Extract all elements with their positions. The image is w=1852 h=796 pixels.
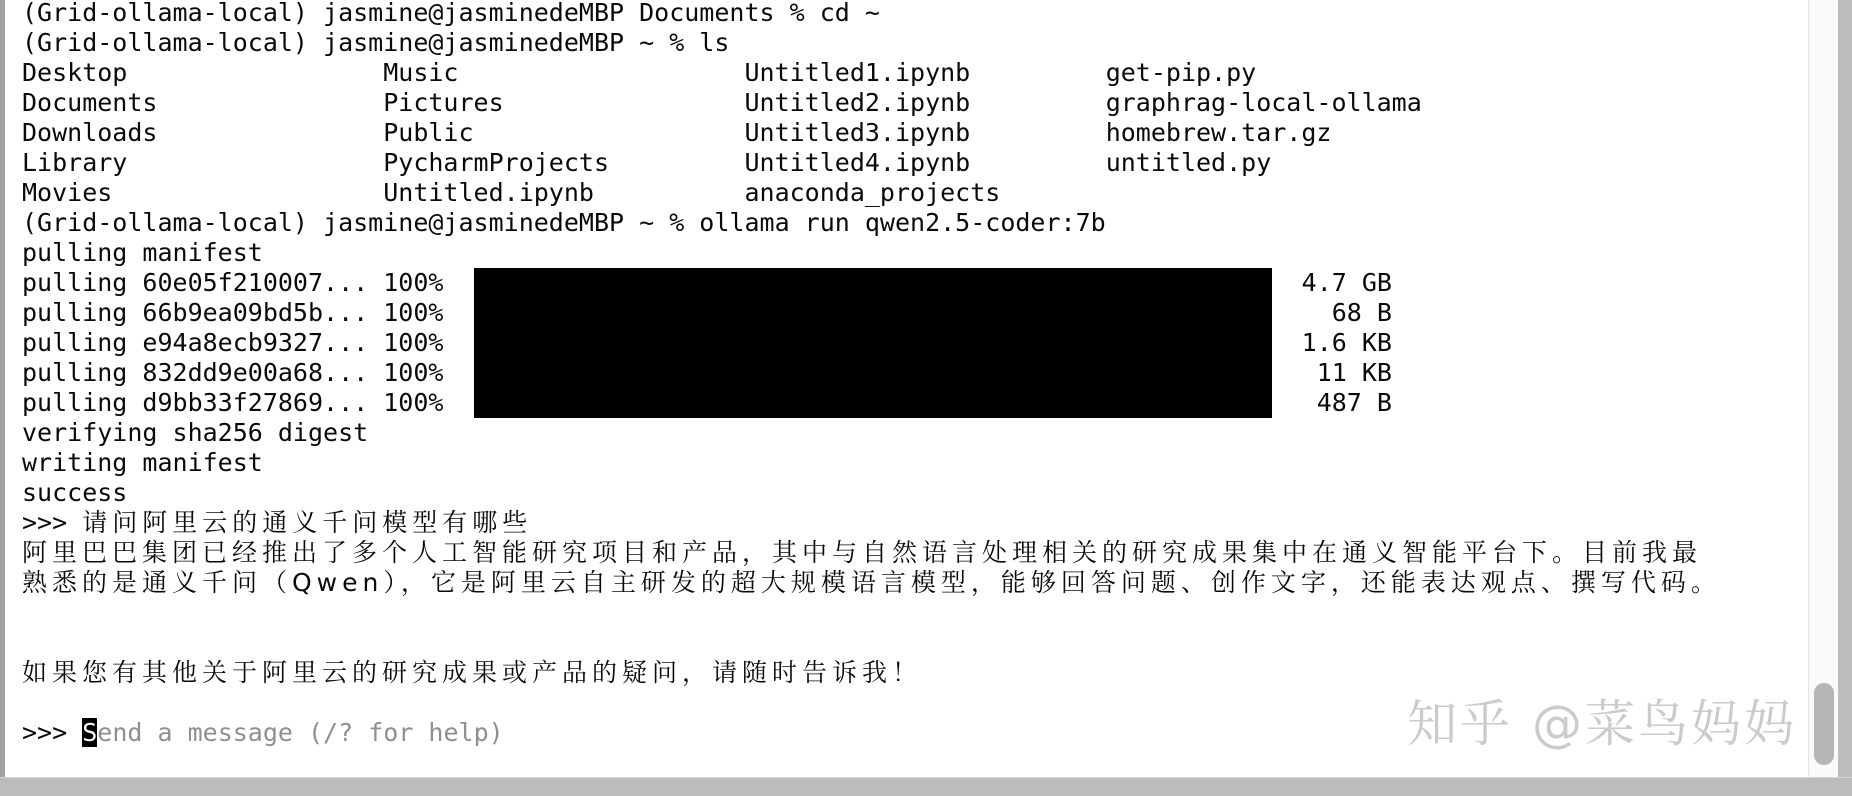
user-query-text: 请问阿里云的通义千问模型有哪些 (82, 508, 533, 537)
window-edge-bottom (0, 777, 1852, 796)
pull-progress-line: pulling d9bb33f27869... 100% 487 B (22, 388, 1392, 417)
ls-output-line: Downloads Public Untitled3.ipynb homebrew.tar.gz (22, 118, 1332, 147)
user-query-line: >>> 请问阿里云的通义千问模型有哪些 (22, 508, 533, 537)
window-edge-right (1838, 0, 1852, 778)
model-response-text: 如果您有其他关于阿里云的研究成果或产品的疑问，请随时告诉我！ (22, 658, 923, 687)
ls-output-line: Desktop Music Untitled1.ipynb get-pip.py (22, 58, 1257, 87)
watermark: 知乎 @菜鸟妈妈 (1407, 695, 1797, 753)
model-response-text: 熟悉的是通义千问（Qwen），它是阿里云自主研发的超大规模语言模型，能够回答问题、创作文字，还能表达观点、撰写代码。 (22, 568, 1721, 597)
model-response-line (22, 568, 1808, 598)
pull-progress-line: pulling 66b9ea09bd5b... 100% 68 B (22, 298, 1392, 327)
pull-progress-line: pulling 60e05f210007... 100% 4.7 GB (22, 268, 1392, 297)
shell-line: writing manifest (22, 448, 263, 477)
shell-line: verifying sha256 digest (22, 418, 369, 447)
progress-bar-block (474, 388, 1272, 418)
scrollbar-thumb[interactable] (1814, 683, 1834, 765)
ls-output-line: Library PycharmProjects Untitled4.ipynb untitled.py (22, 148, 1272, 177)
progress-bar-block (474, 298, 1272, 328)
model-response-line (22, 538, 1808, 568)
shell-line: (Grid-ollama-local) jasmine@jasminedeMBP ~ % ls (22, 28, 730, 57)
shell-line: pulling manifest (22, 238, 263, 267)
shell-line: (Grid-ollama-local) jasmine@jasminedeMBP Documents % cd ~ (22, 0, 880, 27)
ls-output-line: Movies Untitled.ipynb anaconda_projects (22, 178, 1001, 207)
terminal-output (22, 0, 1808, 748)
terminal-viewport[interactable] (5, 0, 1808, 778)
shell-line: (Grid-ollama-local) jasmine@jasminedeMBP ~ % ollama run qwen2.5-coder:7b (22, 208, 1106, 237)
blank-line (22, 628, 1808, 658)
prompt-input-line[interactable]: >>> Send a message (/? for help) (22, 718, 504, 747)
blank-line (22, 598, 1808, 628)
progress-bar-block (474, 268, 1272, 298)
pull-progress-line: pulling 832dd9e00a68... 100% 11 KB (22, 358, 1392, 387)
scrollbar-track[interactable] (1808, 0, 1838, 778)
input-placeholder-text: end a message (/? for help) (97, 718, 504, 747)
model-response-text: 阿里巴巴集团已经推出了多个人工智能研究项目和产品，其中与自然语言处理相关的研究成果集中在通义智能平台下。目前我最 (22, 538, 1703, 567)
model-response-line (22, 658, 1808, 688)
shell-line: success (22, 478, 128, 507)
progress-bar-block (474, 358, 1272, 388)
terminal-cursor: S (82, 718, 98, 747)
pull-progress-line: pulling e94a8ecb9327... 100% 1.6 KB (22, 328, 1392, 357)
progress-bar-block (474, 328, 1272, 358)
ls-output-line: Documents Pictures Untitled2.ipynb graphrag-local-ollama (22, 88, 1422, 117)
